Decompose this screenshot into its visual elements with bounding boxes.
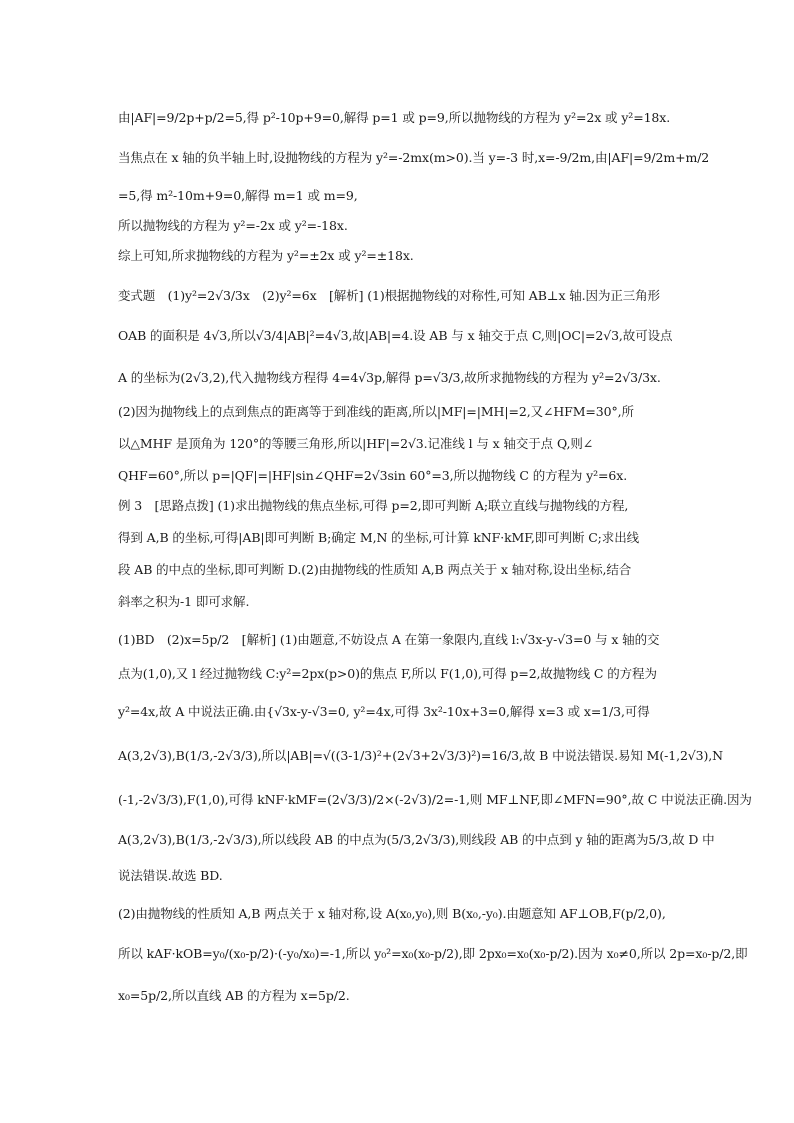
text-line: =5,得 m²-10m+9=0,解得 m=1 或 m=9, xyxy=(118,188,358,203)
text-line: QHF=60°,所以 p=|QF|=|HF|sin∠QHF=2√3sin 60°=3,所以抛物线 C 的方程为 y²=6x. xyxy=(118,468,628,483)
text-line: 斜率之积为-1 即可求解. xyxy=(118,594,250,609)
text-line: 所以抛物线的方程为 y²=-2x 或 y²=-18x. xyxy=(118,218,348,233)
text-line: 以△MHF 是顶角为 120°的等腰三角形,所以|HF|=2√3.记准线 l 与 x 轴交于点 Q,则∠ xyxy=(118,436,594,451)
text-line: A 的坐标为(2√3,2),代入抛物线方程得 4=4√3p,解得 p=√3/3,故所求抛物线的方程为 y²=2√3/3x. xyxy=(118,370,661,385)
text-line: 得到 A,B 的坐标,可得|AB|即可判断 B;确定 M,N 的坐标,可计算 kNF·kMF,即可判断 C;求出线 xyxy=(118,530,639,545)
text-line: A(3,2√3),B(1/3,-2√3/3),所以线段 AB 的中点为(5/3,2√3/3),则线段 AB 的中点到 y 轴的距离为5/3,故 D 中 xyxy=(118,832,715,847)
text-line: 当焦点在 x 轴的负半轴上时,设抛物线的方程为 y²=-2mx(m>0).当 y=-3 时,x=-9/2m,由|AF|=9/2m+m/2 xyxy=(118,150,710,165)
text-line: 点为(1,0),又 l 经过抛物线 C:y²=2px(p>0)的焦点 F,所以 F(1,0),可得 p=2,故抛物线 C 的方程为 xyxy=(118,666,657,681)
text-line: (1)BD (2)x=5p/2 [解析] (1)由题意,不妨设点 A 在第一象限内,直线 l:√3x-y-√3=0 与 x 轴的交 xyxy=(118,632,660,647)
text-line: 所以 kAF·kOB=y₀/(x₀-p/2)·(-y₀/x₀)=-1,所以 y₀²=x₀(x₀-p/2),即 2px₀=x₀(x₀-p/2).因为 x₀≠0,所以 2p=x₀-p/2,即 xyxy=(118,946,748,961)
text-line: 例 3 [思路点拨] (1)求出抛物线的焦点坐标,可得 p=2,即可判断 A;联立直线与抛物线的方程, xyxy=(118,498,629,513)
text-line: (2)因为抛物线上的点到焦点的距离等于到准线的距离,所以|MF|=|MH|=2,又∠HFM=30°,所 xyxy=(118,404,634,419)
text-line: OAB 的面积是 4√3,所以√3/4|AB|²=4√3,故|AB|=4.设 AB 与 x 轴交于点 C,则|OC|=2√3,故可设点 xyxy=(118,328,673,343)
text-line: 变式题 (1)y²=2√3/3x (2)y²=6x [解析] (1)根据抛物线的对称性,可知 AB⊥x 轴.因为正三角形 xyxy=(118,288,660,303)
text-line: (-1,-2√3/3),F(1,0),可得 kNF·kMF=(2√3/3)/2×(-2√3)/2=-1,则 MF⊥NF,即∠MFN=90°,故 C 中说法正确.因为 xyxy=(118,792,752,807)
text-line: y²=4x,故 A 中说法正确.由{√3x-y-√3=0, y²=4x,可得 3x²-10x+3=0,解得 x=3 或 x=1/3,可得 xyxy=(118,704,650,719)
text-line: 综上可知,所求抛物线的方程为 y²=±2x 或 y²=±18x. xyxy=(118,248,414,263)
text-line: (2)由抛物线的性质知 A,B 两点关于 x 轴对称,设 A(x₀,y₀),则 B(x₀,-y₀).由题意知 AF⊥OB,F(p/2,0), xyxy=(118,906,666,921)
text-line: 说法错误.故选 BD. xyxy=(118,868,223,883)
text-line: A(3,2√3),B(1/3,-2√3/3),所以|AB|=√((3-1/3)²+(2√3+2√3/3)²)=16/3,故 B 中说法错误.易知 M(-1,2√3),N xyxy=(118,748,723,763)
text-line: x₀=5p/2,所以直线 AB 的方程为 x=5p/2. xyxy=(118,988,350,1003)
text-line: 段 AB 的中点的坐标,即可判断 D.(2)由抛物线的性质知 A,B 两点关于 x 轴对称,设出坐标,结合 xyxy=(118,562,632,577)
text-line: 由|AF|=9/2p+p/2=5,得 p²-10p+9=0,解得 p=1 或 p=9,所以抛物线的方程为 y²=2x 或 y²=18x. xyxy=(118,110,671,125)
